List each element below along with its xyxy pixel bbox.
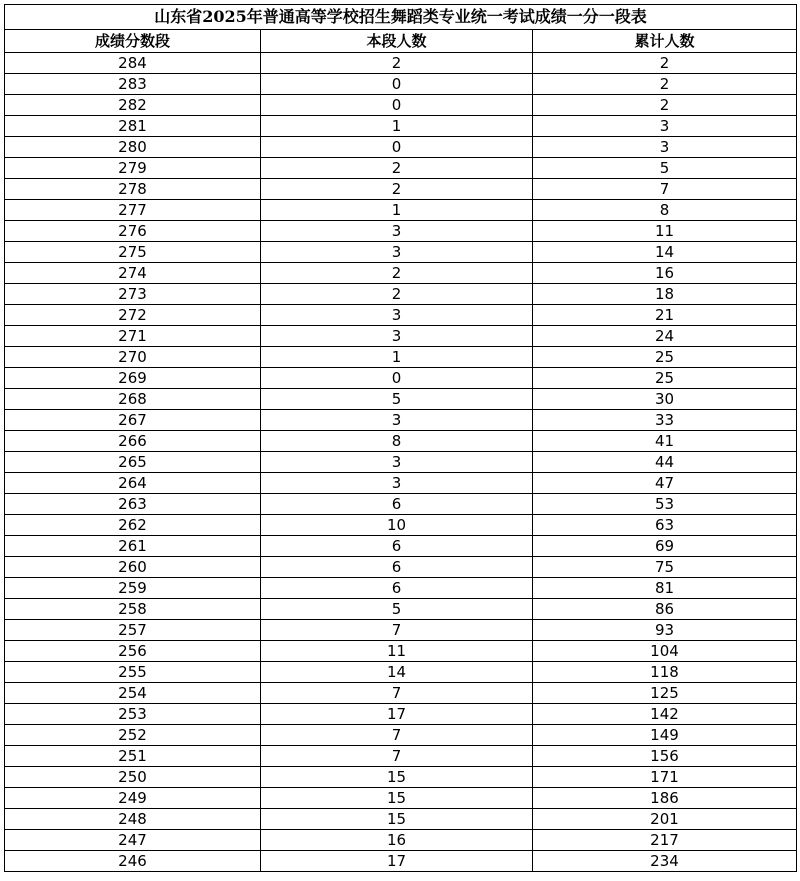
- cell-score: 256: [5, 641, 261, 662]
- cell-cumulative-count: 75: [533, 557, 797, 578]
- cell-cumulative-count: 11: [533, 221, 797, 242]
- cell-score: 263: [5, 494, 261, 515]
- table-row: [5, 725, 797, 746]
- header-row: [5, 30, 797, 53]
- cell-cumulative-count: 2: [533, 53, 797, 74]
- cell-score: 246: [5, 851, 261, 872]
- cell-score: 283: [5, 74, 261, 95]
- title-row: [5, 5, 797, 30]
- table-row: [5, 704, 797, 725]
- cell-segment-count: 0: [261, 368, 533, 389]
- table-row: [5, 452, 797, 473]
- cell-score: 276: [5, 221, 261, 242]
- cell-cumulative-count: 156: [533, 746, 797, 767]
- table-title: 山东省2025年普通高等学校招生舞蹈类专业统一考试成绩一分一段表: [5, 5, 797, 30]
- cell-score: 270: [5, 347, 261, 368]
- table-row: [5, 746, 797, 767]
- cell-cumulative-count: 86: [533, 599, 797, 620]
- cell-cumulative-count: 186: [533, 788, 797, 809]
- table-row: [5, 410, 797, 431]
- table-row: [5, 53, 797, 74]
- cell-score: 265: [5, 452, 261, 473]
- cell-segment-count: 0: [261, 95, 533, 116]
- cell-score: 275: [5, 242, 261, 263]
- cell-segment-count: 15: [261, 767, 533, 788]
- cell-cumulative-count: 24: [533, 326, 797, 347]
- cell-cumulative-count: 171: [533, 767, 797, 788]
- table-row: [5, 200, 797, 221]
- cell-score: 269: [5, 368, 261, 389]
- cell-segment-count: 16: [261, 830, 533, 851]
- cell-score: 266: [5, 431, 261, 452]
- table-row: [5, 305, 797, 326]
- cell-segment-count: 1: [261, 200, 533, 221]
- cell-cumulative-count: 18: [533, 284, 797, 305]
- table-row: [5, 137, 797, 158]
- cell-cumulative-count: 14: [533, 242, 797, 263]
- table-row: [5, 158, 797, 179]
- table-row: [5, 662, 797, 683]
- cell-segment-count: 3: [261, 305, 533, 326]
- cell-segment-count: 6: [261, 557, 533, 578]
- cell-cumulative-count: 25: [533, 368, 797, 389]
- header-segment-count: 本段人数: [261, 30, 533, 53]
- cell-score: 281: [5, 116, 261, 137]
- cell-segment-count: 0: [261, 137, 533, 158]
- table-row: [5, 284, 797, 305]
- cell-cumulative-count: 7: [533, 179, 797, 200]
- score-table: [4, 4, 797, 872]
- table-row: [5, 809, 797, 830]
- table-row: [5, 221, 797, 242]
- cell-cumulative-count: 3: [533, 116, 797, 137]
- table-row: [5, 242, 797, 263]
- table-row: [5, 830, 797, 851]
- cell-segment-count: 3: [261, 410, 533, 431]
- cell-cumulative-count: 63: [533, 515, 797, 536]
- cell-cumulative-count: 21: [533, 305, 797, 326]
- cell-score: 278: [5, 179, 261, 200]
- table-row: [5, 515, 797, 536]
- cell-segment-count: 5: [261, 389, 533, 410]
- table-row: [5, 557, 797, 578]
- cell-cumulative-count: 125: [533, 683, 797, 704]
- table-row: [5, 683, 797, 704]
- cell-score: 254: [5, 683, 261, 704]
- cell-segment-count: 0: [261, 74, 533, 95]
- cell-segment-count: 2: [261, 53, 533, 74]
- cell-score: 274: [5, 263, 261, 284]
- cell-score: 261: [5, 536, 261, 557]
- table-row: [5, 578, 797, 599]
- cell-segment-count: 5: [261, 599, 533, 620]
- score-distribution-document: [4, 4, 796, 872]
- cell-segment-count: 10: [261, 515, 533, 536]
- cell-cumulative-count: 2: [533, 95, 797, 116]
- cell-segment-count: 1: [261, 347, 533, 368]
- cell-score: 253: [5, 704, 261, 725]
- cell-cumulative-count: 47: [533, 473, 797, 494]
- cell-segment-count: 14: [261, 662, 533, 683]
- cell-score: 267: [5, 410, 261, 431]
- cell-score: 252: [5, 725, 261, 746]
- cell-score: 259: [5, 578, 261, 599]
- table-row: [5, 620, 797, 641]
- table-row: [5, 851, 797, 872]
- cell-cumulative-count: 201: [533, 809, 797, 830]
- cell-score: 247: [5, 830, 261, 851]
- table-row: [5, 431, 797, 452]
- cell-cumulative-count: 2: [533, 74, 797, 95]
- cell-segment-count: 8: [261, 431, 533, 452]
- cell-segment-count: 11: [261, 641, 533, 662]
- cell-score: 277: [5, 200, 261, 221]
- cell-cumulative-count: 93: [533, 620, 797, 641]
- table-row: [5, 473, 797, 494]
- cell-segment-count: 2: [261, 284, 533, 305]
- cell-segment-count: 6: [261, 578, 533, 599]
- cell-score: 255: [5, 662, 261, 683]
- cell-cumulative-count: 69: [533, 536, 797, 557]
- cell-score: 264: [5, 473, 261, 494]
- cell-score: 280: [5, 137, 261, 158]
- cell-segment-count: 6: [261, 536, 533, 557]
- cell-segment-count: 15: [261, 788, 533, 809]
- cell-segment-count: 2: [261, 263, 533, 284]
- cell-cumulative-count: 25: [533, 347, 797, 368]
- cell-segment-count: 1: [261, 116, 533, 137]
- cell-cumulative-count: 81: [533, 578, 797, 599]
- cell-segment-count: 2: [261, 158, 533, 179]
- cell-segment-count: 7: [261, 725, 533, 746]
- cell-cumulative-count: 33: [533, 410, 797, 431]
- cell-cumulative-count: 30: [533, 389, 797, 410]
- cell-segment-count: 3: [261, 242, 533, 263]
- cell-cumulative-count: 16: [533, 263, 797, 284]
- cell-score: 249: [5, 788, 261, 809]
- table-row: [5, 641, 797, 662]
- cell-score: 251: [5, 746, 261, 767]
- cell-segment-count: 17: [261, 704, 533, 725]
- cell-score: 262: [5, 515, 261, 536]
- cell-cumulative-count: 149: [533, 725, 797, 746]
- cell-score: 272: [5, 305, 261, 326]
- header-score-range: 成绩分数段: [5, 30, 261, 53]
- cell-cumulative-count: 44: [533, 452, 797, 473]
- cell-segment-count: 17: [261, 851, 533, 872]
- table-row: [5, 116, 797, 137]
- table-row: [5, 368, 797, 389]
- header-cumulative-count: 累计人数: [533, 30, 797, 53]
- table-row: [5, 263, 797, 284]
- cell-score: 248: [5, 809, 261, 830]
- table-row: [5, 326, 797, 347]
- cell-segment-count: 7: [261, 620, 533, 641]
- cell-segment-count: 3: [261, 221, 533, 242]
- cell-cumulative-count: 53: [533, 494, 797, 515]
- cell-cumulative-count: 8: [533, 200, 797, 221]
- cell-score: 260: [5, 557, 261, 578]
- cell-cumulative-count: 234: [533, 851, 797, 872]
- table-row: [5, 599, 797, 620]
- table-row: [5, 494, 797, 515]
- table-body: [5, 53, 797, 872]
- cell-score: 250: [5, 767, 261, 788]
- cell-cumulative-count: 5: [533, 158, 797, 179]
- table-row: [5, 788, 797, 809]
- cell-score: 258: [5, 599, 261, 620]
- cell-segment-count: 2: [261, 179, 533, 200]
- table-row: [5, 536, 797, 557]
- cell-score: 279: [5, 158, 261, 179]
- cell-score: 282: [5, 95, 261, 116]
- cell-segment-count: 15: [261, 809, 533, 830]
- cell-cumulative-count: 217: [533, 830, 797, 851]
- table-row: [5, 767, 797, 788]
- cell-segment-count: 7: [261, 746, 533, 767]
- cell-cumulative-count: 104: [533, 641, 797, 662]
- cell-segment-count: 7: [261, 683, 533, 704]
- cell-cumulative-count: 118: [533, 662, 797, 683]
- cell-segment-count: 6: [261, 494, 533, 515]
- table-row: [5, 389, 797, 410]
- cell-cumulative-count: 3: [533, 137, 797, 158]
- cell-segment-count: 3: [261, 326, 533, 347]
- table-row: [5, 179, 797, 200]
- cell-segment-count: 3: [261, 452, 533, 473]
- cell-score: 284: [5, 53, 261, 74]
- cell-score: 273: [5, 284, 261, 305]
- cell-score: 268: [5, 389, 261, 410]
- table-row: [5, 74, 797, 95]
- cell-score: 257: [5, 620, 261, 641]
- cell-cumulative-count: 142: [533, 704, 797, 725]
- table-row: [5, 95, 797, 116]
- cell-segment-count: 3: [261, 473, 533, 494]
- table-row: [5, 347, 797, 368]
- cell-score: 271: [5, 326, 261, 347]
- cell-cumulative-count: 41: [533, 431, 797, 452]
